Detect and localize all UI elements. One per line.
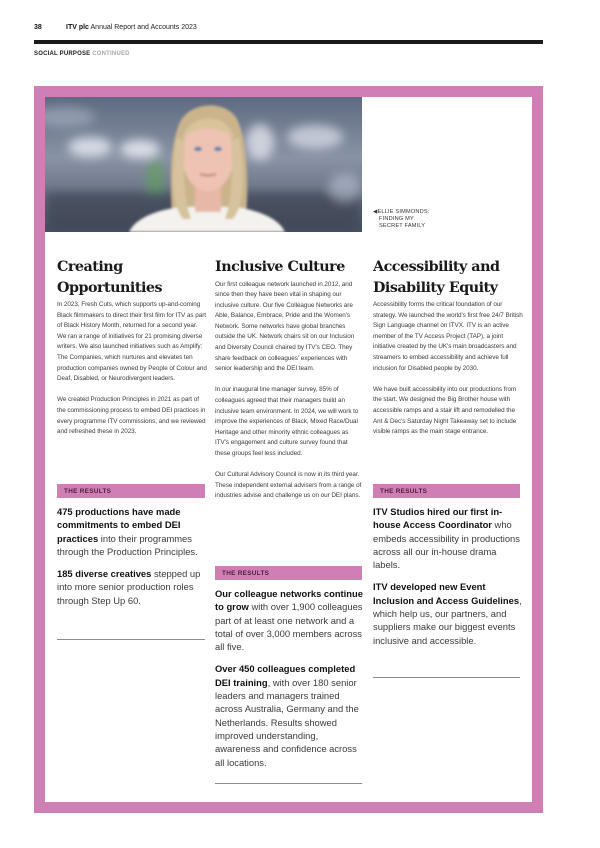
- body-paragraph: Accessibility forms the critical foundation of our strategy. We launched the world's first free 24/7 British Sign Language channel on ITVX. ITV is an active member of the TV Access Project (TAP), a joint initiative created by the UK's main broadcasters and streamers to embed accessibility and achieve full inclusion for Disabled people by 2030.: [373, 301, 523, 372]
- report-header: [66, 24, 197, 31]
- photo-caption: [373, 209, 430, 231]
- result-item: ITV developed new Event Inclusion and Access Guidelines, which help us, our partners, and suppliers make our biggest events inclusive and accessible.: [373, 581, 522, 646]
- caption-line: ELLIE SIMMONDS:: [377, 209, 430, 215]
- results-banner: [57, 484, 205, 498]
- result-item: 185 diverse creatives stepped up into more senior production roles through Step Up 60.: [57, 568, 201, 606]
- column-accessibility: [373, 257, 523, 438]
- results-list: [57, 505, 207, 607]
- results-label: THE RESULTS: [222, 569, 270, 577]
- column-heading: Creating Opportunities: [57, 259, 163, 296]
- page-number: 38: [34, 24, 42, 31]
- caption-arrow-icon: ◀: [373, 209, 378, 215]
- column-heading: Inclusive Culture: [215, 259, 345, 275]
- results-banner: [373, 484, 520, 498]
- body-paragraph: We have built accessibility into our productions from the start. We designed the Big Brother house with accessible ramps and a stair lift and remodelled the Ant & Dec's Saturday Night Takeaway set to include visible ramps as the main stage entrance.: [373, 385, 517, 436]
- company-name: ITV plc: [66, 24, 89, 31]
- column-creating-opportunities: [57, 257, 207, 438]
- body-paragraph: Our Cultural Advisory Council is now in its third year. These independent external advisers from a range of industries advise and challenge us on our DEI plans.: [215, 471, 362, 500]
- column-inclusive-culture: [215, 257, 363, 502]
- results-label: THE RESULTS: [380, 487, 428, 495]
- header-rule: [34, 40, 543, 44]
- portrait-photo-icon: [45, 97, 362, 232]
- body-paragraph: We created Production Principles in 2021 as part of the commissioning process to embed DEI practices in every programme ITV commissions, and we reviewed and refreshed these in 2023.: [57, 396, 206, 436]
- report-title: Annual Report and Accounts 2023: [90, 24, 197, 31]
- caption-line: SECRET FAMILY: [379, 223, 426, 230]
- result-item: Our colleague networks continue to grow with over 1,900 colleagues part of at least one network and a total of over 3,000 members across all five.: [215, 588, 363, 653]
- body-paragraph: Our first colleague network launched in 2012, and since then they have been vital in shaping our inclusive culture. Our five Colleague Networks are Able, Balance, Embrace, Pride and the Women's Network. Some networks have global branches outside the UK. Network chairs sit on our Inclusion and Diversity Council chaired by ITV's CEO. They share feedback on colleagues' experiences with senior leadership and the DEI team.: [215, 280, 355, 373]
- body-paragraph: In our inaugural line manager survey, 85% of colleagues agreed that their managers build an inclusive team environment. In 2024, we will work to improve the experiences of Black, Mixed Race/Dual Heritage and other minority ethnic colleagues as ITV's engagement and culture survey found that these groups feel less included.: [215, 386, 359, 457]
- section-label: [34, 51, 130, 57]
- portrait-photo: [45, 97, 362, 232]
- column-divider: [215, 783, 362, 784]
- column-heading: Accessibility and Disability Equity: [373, 259, 500, 296]
- results-list: [215, 587, 363, 769]
- result-item: 475 productions have made commitments to embed DEI practices into their programmes through the Production Principles.: [57, 506, 198, 557]
- results-list: [373, 505, 523, 647]
- results-banner: [215, 566, 362, 580]
- column-divider: [57, 639, 205, 640]
- result-item: Over 450 colleagues completed DEI training, with over 180 senior leaders and managers trained across Australia, Germany and the Netherlands. Results showed improved understanding, awareness and confidence across all locations.: [215, 663, 359, 768]
- section-continued: CONTINUED: [92, 51, 130, 57]
- body-paragraph: In 2023, Fresh Cuts, which supports up-and-coming Black filmmakers to direct their first film for ITV as part of Black History Month, returned for a second year. We ran a range of initiatives for 21 promising diverse writers. We also launched initiatives such as Amplify: The Companies, which nurtures and elevates ten production companies owned by People of Colour and Deaf, Disabled, or Neurodivergent leaders.: [57, 301, 207, 383]
- section-name: SOCIAL PURPOSE: [34, 51, 91, 57]
- caption-line: FINDING MY: [379, 216, 414, 223]
- results-label: THE RESULTS: [64, 487, 112, 495]
- result-item: ITV Studios hired our first in-house Access Coordinator who embeds accessibility in productions across all our in-house drama labels.: [373, 506, 520, 571]
- column-divider: [373, 677, 520, 678]
